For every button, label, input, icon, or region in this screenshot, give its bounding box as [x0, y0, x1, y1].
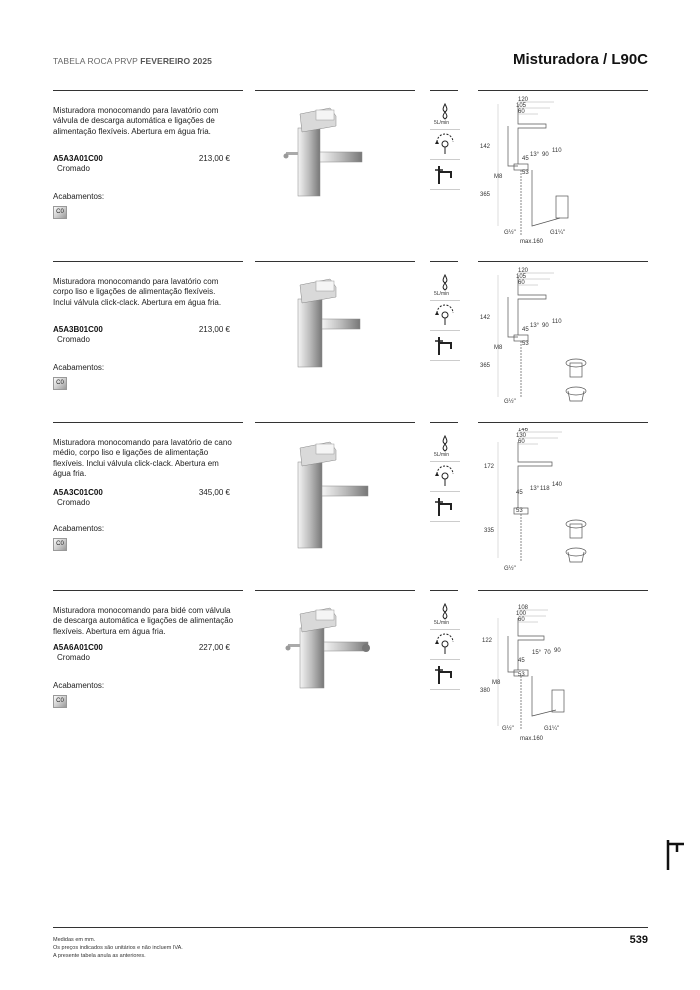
dim-right-4: 45: [516, 490, 523, 496]
dim-right-4: 45: [522, 156, 529, 162]
page-number: 539: [629, 934, 648, 946]
dim-left-2: 365: [480, 192, 491, 198]
dim-top-2: 105: [516, 274, 527, 280]
product-row-4: [0, 590, 700, 750]
cold-start-icon: [430, 630, 460, 660]
dim-left-1: 142: [480, 144, 491, 150]
dim-right-4: 45: [518, 658, 525, 664]
feature-icons: [430, 432, 460, 522]
lever-icon: [430, 492, 460, 522]
technical-drawing: [478, 267, 650, 415]
technical-drawing: [478, 428, 650, 576]
technical-drawing: [478, 96, 650, 244]
product-description: Misturadora monocomando para lavatório de cano médio, corpo liso e ligações de alimentação flexíveis. Inclui válvula click-clack. Abertura em água fria.: [53, 438, 232, 479]
dim-left-1: 142: [480, 315, 491, 321]
dim-left-2: 365: [480, 363, 491, 369]
product-price: 213,00 €: [198, 154, 230, 163]
dim-top-1: 108: [518, 605, 529, 611]
dim-right-3: 140: [552, 482, 563, 488]
product-row-3: [0, 422, 700, 582]
roca-side-logo: [665, 838, 687, 872]
lever-icon: [430, 331, 460, 361]
dim-label-2: G½": [502, 726, 514, 732]
dim-top-3: 60: [518, 280, 525, 286]
footer-divider: [53, 927, 648, 928]
dim-right-1: 13°: [530, 152, 540, 158]
flow-icon: [430, 100, 460, 130]
faucet-photo: [280, 269, 390, 369]
dim-label-3: G1¼": [544, 726, 560, 732]
flow-rate: 5L/min: [434, 620, 450, 626]
product-price: 227,00 €: [198, 643, 230, 652]
product-finish: Cromado: [57, 164, 90, 173]
dim-right-3: 110: [552, 148, 562, 154]
finish-swatch: C0: [53, 206, 67, 219]
section-title: Misturadora / L90C: [512, 51, 648, 68]
dim-left-2: 335: [484, 528, 495, 534]
dim-right-2: 90: [542, 152, 549, 158]
dim-label-3: G1¼": [550, 230, 566, 236]
footer-note-2: Os preços indicados são unitários e não incluem IVA.: [53, 945, 183, 952]
cold-start-icon: [430, 462, 460, 492]
dim-label-1: M8: [494, 345, 503, 351]
dim-label-4: max.160: [520, 736, 544, 742]
dim-left-2: 380: [480, 688, 491, 694]
dim-top-3: 60: [518, 109, 525, 115]
dim-right-2: 118: [540, 486, 550, 492]
flow-icon: [430, 271, 460, 301]
finishes-label: Acabamentos:: [53, 192, 105, 201]
dim-right-5: 53: [516, 508, 523, 514]
product-description: Misturadora monocomando para lavatório com válvula de descarga automática e ligações de alimentação flexíveis. Abertura em água fria.: [53, 106, 219, 136]
dim-label-1: M8: [494, 174, 503, 180]
dim-right-1: 15°: [532, 650, 542, 656]
dim-left-1: 172: [484, 464, 495, 470]
finish-swatch: C0: [53, 538, 67, 551]
dim-top-1: 146: [518, 428, 529, 433]
dim-right-3: 90: [554, 648, 561, 654]
product-row-1: [0, 90, 700, 250]
flow-rate: 5L/min: [434, 291, 450, 297]
dim-top-2: 100: [516, 611, 527, 617]
dim-right-5: 53: [522, 341, 529, 347]
catalog-header: [53, 56, 212, 66]
dim-right-4: 45: [522, 327, 529, 333]
footer-note-3: A presente tabela anula as anteriores.: [53, 953, 146, 960]
dim-right-2: 70: [544, 650, 551, 656]
product-code: A5A6A01C00: [53, 643, 103, 652]
technical-drawing: [478, 596, 650, 744]
feature-icons: [430, 271, 460, 361]
cold-start-icon: [430, 130, 460, 160]
dim-right-1: 13°: [530, 323, 540, 329]
flow-rate: 5L/min: [434, 120, 450, 126]
dim-label-2: G½": [504, 399, 516, 405]
dim-top-1: 120: [518, 268, 529, 274]
product-row-2: [0, 261, 700, 421]
lever-icon: [430, 160, 460, 190]
dim-right-1: 13°: [530, 486, 540, 492]
dim-right-2: 90: [542, 323, 549, 329]
finish-swatch: C0: [53, 377, 67, 390]
feature-icons: [430, 600, 460, 690]
dim-label-1: G½": [504, 566, 516, 572]
product-finish: Cromado: [57, 653, 90, 662]
catalog-prefix: TABELA ROCA PRVP: [53, 56, 138, 66]
dim-right-3: 110: [552, 319, 562, 325]
dim-right-5: 53: [522, 170, 529, 176]
flow-icon: [430, 600, 460, 630]
lever-icon: [430, 660, 460, 690]
dim-left-1: 122: [482, 638, 493, 644]
flow-icon: [430, 432, 460, 462]
footer-note-1: Medidas em mm.: [53, 937, 96, 943]
product-finish: Cromado: [57, 335, 90, 344]
product-description: Misturadora monocomando para lavatório com corpo liso e ligações de alimentação flexíveis. Inclui válvula click-clack. Abertura em água fria.: [53, 277, 222, 307]
faucet-photo: [280, 598, 390, 698]
dim-label-4: max.160: [520, 239, 544, 244]
product-code: A5A3C01C00: [53, 488, 103, 497]
dim-top-3: 60: [518, 439, 525, 445]
product-code: A5A3A01C00: [53, 154, 103, 163]
faucet-photo: [280, 98, 390, 198]
product-price: 345,00 €: [198, 488, 230, 497]
product-description: Misturadora monocomando para bidé com válvula de descarga automática e ligações de alimentação flexíveis. Abertura em água fria.: [53, 606, 234, 636]
finishes-label: Acabamentos:: [53, 363, 105, 372]
dim-top-2: 105: [516, 103, 527, 109]
product-price: 213,00 €: [198, 325, 230, 334]
cold-start-icon: [430, 301, 460, 331]
finish-swatch: C0: [53, 695, 67, 708]
finishes-label: Acabamentos:: [53, 524, 105, 533]
faucet-photo: [280, 430, 390, 554]
feature-icons: [430, 100, 460, 190]
dim-top-3: 60: [518, 617, 525, 623]
flow-rate: 5L/min: [434, 452, 450, 458]
product-finish: Cromado: [57, 498, 90, 507]
footer-notes: [53, 936, 183, 961]
product-code: A5A3B01C00: [53, 325, 103, 334]
dim-label-1: M8: [492, 680, 501, 686]
dim-top-1: 120: [518, 97, 529, 103]
catalog-date: FEVEREIRO 2025: [140, 56, 213, 66]
dim-label-2: G½": [504, 230, 516, 236]
dim-right-5: 53: [518, 672, 525, 678]
dim-top-2: 130: [516, 433, 527, 439]
finishes-label: Acabamentos:: [53, 681, 105, 690]
